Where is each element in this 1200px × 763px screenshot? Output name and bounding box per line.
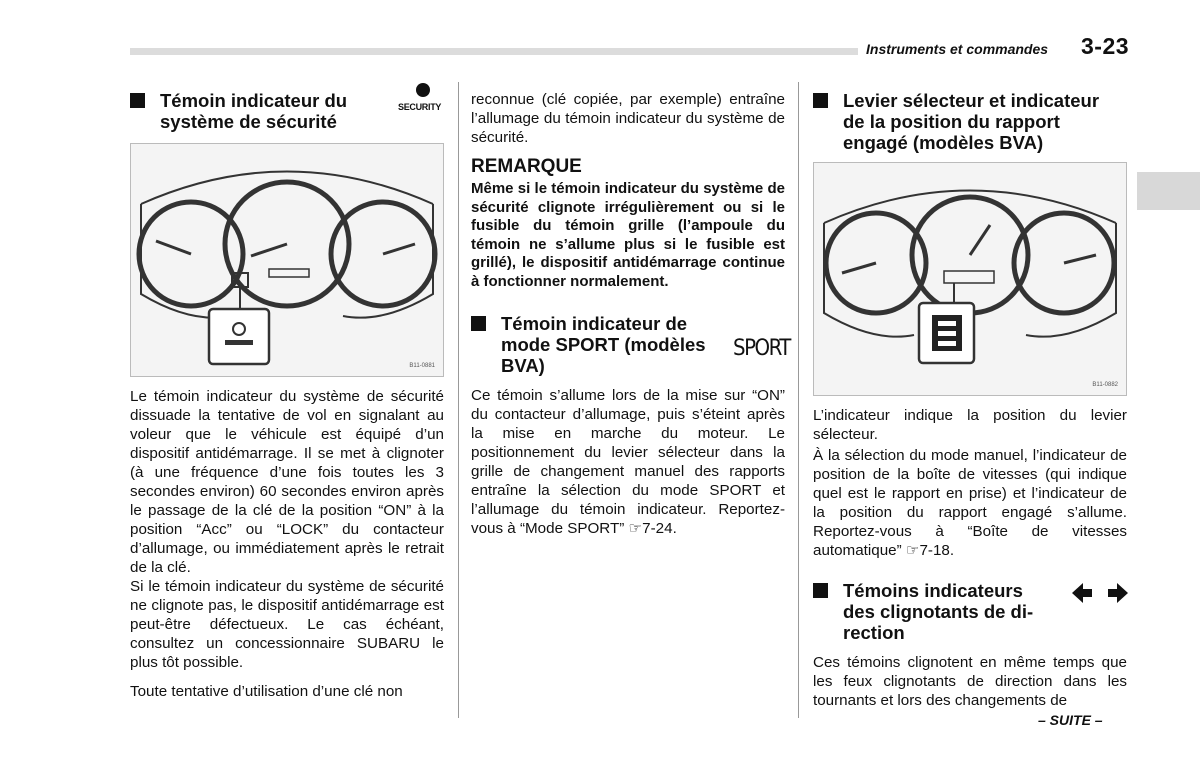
figure-code: B11-0881: [409, 363, 435, 369]
instrument-cluster-security-illustration: [131, 144, 443, 376]
paragraph: Le témoin indicateur du système de sécurité dissuade la tentative de vol en signalant au voleur que le véhicule est équipé d’un dispositif antidémarrage. Il se met à clignoter (à une fréquence d’une fois toutes les 3 secondes environ) 60 secondes environ après le passage de la clé de la position “ON” à la position “Acc” ou “LOCK” du contacteur d’allumage, ou immédiatement après le retrait de la clé.: [130, 388, 444, 576]
heading-bullet: [813, 93, 828, 108]
turn-signal-arrows-icon: [1072, 582, 1128, 610]
continue-label: – SUITE –: [1038, 712, 1103, 728]
selector-heading: [813, 90, 1127, 153]
heading-bullet: [471, 316, 486, 331]
turn-signal-heading: [813, 580, 1083, 643]
remark-text: Même si le témoin indicateur du système de sécurité clignote irrégulièrement ou si le fusible du témoin grille (l’ampoule du témoin ne s’allume plus si le fusible est grillé), le dispositif antidémarrage continue à fonctionner normalement.: [471, 180, 785, 290]
heading-line: de la position du rapport: [843, 111, 1060, 132]
figure-code: B11-0882: [1092, 382, 1118, 388]
paragraph: Ces témoins clignotent en même temps que les feux clignotants de direction dans les tournants et lors des changements de: [813, 654, 1127, 709]
section-title: Instruments et commandes: [866, 41, 1049, 57]
paragraph: Ce témoin s’allume lors de la mise sur “ON” du contacteur d’allumage, puis s’éteint après la mise en marche du moteur. Le positionnement du levier sélecteur dans la grille de changement manuel des rapports entraîne la sélection du mode SPORT et l’allumage du témoin indicateur. Reportez-vous à “Mode SPORT” ☞7-24.: [471, 387, 785, 537]
column-divider: [458, 82, 459, 718]
heading-line: des clignotants de di-: [843, 601, 1034, 622]
security-lamp-icon: [416, 83, 430, 97]
heading-bullet: [813, 583, 828, 598]
sport-indicator-icon: SPORT: [733, 336, 790, 361]
column-divider: [798, 82, 799, 718]
heading-line: mode SPORT (modèles: [501, 334, 706, 355]
security-figure: [130, 143, 444, 377]
heading-line: Témoin indicateur de: [501, 313, 688, 334]
chapter-tab: [1137, 172, 1200, 210]
paragraph: Si le témoin indicateur du système de sécurité ne clignote pas, le dispositif antidémarrage est peut-être défectueux. Le cas échéant, consultez un concessionnaire SUBARU le plus tôt possible.: [130, 578, 444, 671]
security-heading: [130, 90, 444, 132]
column-1: [130, 90, 444, 132]
paragraph: reconnue (clé copiée, par exemple) entraîne l’allumage du témoin indicateur du système de sécurité.: [471, 91, 785, 146]
heading-line: Levier sélecteur et indicateur: [843, 90, 1100, 111]
column-1-body: [130, 387, 444, 701]
heading-line: engagé (modèles BVA): [843, 132, 1044, 153]
paragraph: À la sélection du mode manuel, l’indicateur de position de la boîte de vitesses (qui indique quel est le rapport en prise) et l’indicateur de la position du rapport engagé s’allume. Reportez-vous à “Boîte de vitesses automatique” ☞7-18.: [813, 447, 1127, 559]
instrument-cluster-gear-illustration: [814, 163, 1126, 395]
heading-line: système de sécurité: [160, 111, 337, 132]
heading-line: rection: [843, 622, 905, 643]
column-3: [813, 90, 1127, 153]
security-icon-label: SECURITY: [398, 102, 442, 112]
heading-line: BVA): [501, 355, 545, 376]
paragraph: Toute tentative d’utilisation d’une clé non: [130, 683, 403, 700]
security-indicator-icon: [398, 83, 448, 119]
gear-position-figure: [813, 162, 1127, 396]
heading-bullet: [130, 93, 145, 108]
heading-line: Témoin indicateur du: [160, 90, 348, 111]
header-rule: [130, 48, 858, 55]
column-3-body: [813, 406, 1127, 710]
paragraph: L’indicateur indique la position du levier sélecteur.: [813, 407, 1127, 443]
page-number: 3-23: [1081, 33, 1130, 59]
heading-line: Témoins indicateurs: [843, 580, 1023, 601]
column-2: [471, 90, 785, 538]
remark-title: REMARQUE: [471, 156, 582, 177]
